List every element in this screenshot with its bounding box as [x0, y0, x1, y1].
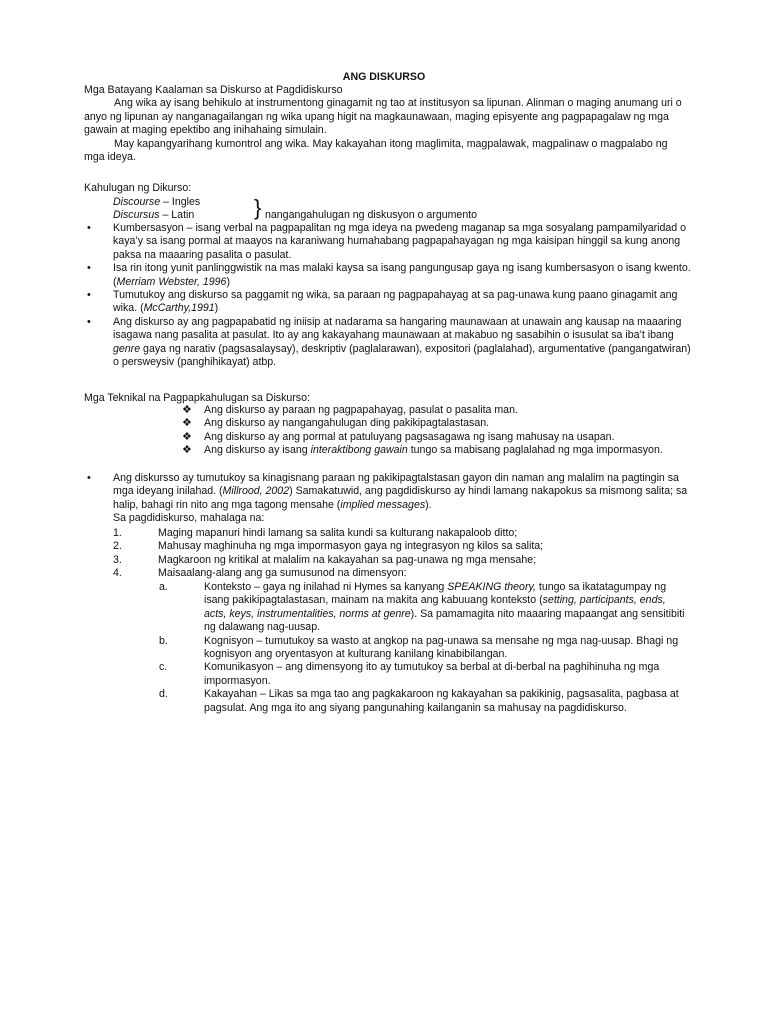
teknikal-heading: Mga Teknikal na Pagpapkahulugan sa Diskurso:	[84, 392, 310, 404]
bullet-icon: •	[87, 289, 91, 302]
etymology-word-discourse: Discourse	[113, 196, 161, 208]
bullet-icon: •	[87, 262, 91, 275]
speaking-components: setting, participants, ends, acts, keys, instrumentalities, norms at genre	[204, 594, 666, 620]
bracket-glyph: }	[254, 195, 262, 220]
kahulugan-heading: Kahulugan ng Dikurso:	[84, 182, 192, 194]
dimension-text: Kognisyon – tumutukoy sa wasto at angkop na pag-unawa sa mensahe ng mga nag-uusap. Bhagi ng kognisyon ang oryentasyon at kulturang kanilang kinabibilangan.	[204, 634, 679, 661]
etymology-lang-latin: – Latin	[159, 209, 195, 221]
dimension-text: Kakayahan – Likas sa mga tao ang pagkakaroon ng kakayahan sa pakikinig, pagsasalita, pagbasa at pagsulat. Ang mga ito ang siyang pangunahing kailanganin sa mahusay na pagdidiskurso.	[204, 688, 679, 714]
list-letter: a.	[159, 581, 168, 593]
intro-section	[84, 84, 690, 164]
list-item	[182, 417, 694, 430]
teknikal-text: Ang diskurso ay isang	[204, 444, 311, 457]
paragraph-1: Ang wika ay isang behikulo at instrumentong ginagamit ng tao at institusyon sa lipunan. Alinman o maging anumang uri o anyo ng lipunan ay nanganagailangan ng wika upang higit na magkaunawaan, maging episyente ang pagpapagalaw ng mga gawain at maging epektibo ang inihahaing simulain.	[84, 97, 682, 137]
list-item	[182, 430, 694, 444]
definition-list	[87, 222, 691, 369]
bullet-text: Kumbersasyon – isang verbal na pagpapalitan ng mga ideya na pwedeng maganap sa mga sosyalang pampamilyaridad o kaya’y sa isang pormal at maayos na karaniwang humahabang pagpapahayagan ng mga kaisipan hinggil sa kung anong paksa na maaaring pasalita o pasulat.	[113, 222, 687, 261]
list-item	[159, 634, 686, 662]
etymology	[113, 196, 673, 224]
list-text: Mahusay maghinuha ng mga impormasyon gaya ng integrasyon ng kilos sa salita;	[158, 540, 544, 553]
list-letter: d.	[159, 688, 168, 701]
paragraph-2: May kapangyarihang kumontrol ang wika. May kakayahan itong maglimita, magpalawak, magpalinaw o magpalabo ng mga ideya.	[84, 137, 668, 164]
bullet-text-end: )	[226, 275, 230, 288]
sub-heading: Sa pagdidiskurso, mahalaga na:	[113, 512, 265, 525]
bullet-icon: •	[87, 315, 91, 328]
list-item	[182, 444, 694, 457]
citation: Merriam Webster, 1996	[116, 275, 227, 288]
list-item	[87, 472, 697, 512]
bullet-text-end: gaya ng narativ (pagsasalaysay), deskriptiv (paglalarawan), expositori (paglalahad), argumentative (pangangatwiran) o persweysiv (panghihikayat) atbp.	[113, 342, 691, 369]
list-number: 1.	[113, 527, 122, 539]
teknikal-list	[182, 404, 694, 458]
dimension-text: Komunikasyon – ang dimensyong ito ay tumutukoy sa berbal at di-berbal na paghihinuha ng mga impormasyon.	[204, 661, 660, 687]
bullet-text: Tumutukoy ang diskurso sa paggamit ng wika, sa paraan ng pagpapahayag at sa pag-unawa kung paano ginagamit ang wika. (	[113, 289, 678, 315]
bullet-text: Ang diskursso ay tumutukoy sa kinagisnang paraan ng pakikipagtalstasan gayon din naman ang malalim na pagtingin sa mga ideyang inilahad. (	[113, 472, 679, 498]
etymology-english	[113, 196, 200, 209]
teknikal-text-end: tungo sa mabisang paglalahad ng mga impormasyon.	[407, 444, 663, 457]
teknikal-text: Ang diskurso ay paraan ng pagpapahayag, pasulat o pasalita man.	[204, 404, 518, 416]
bullet-text: Ang diskurso ay ang pagpapabatid ng iniisip at nadarama sa hangaring maunawaan at unawain ang kausap na maaaring isagawa nang pasalita at pasulat. Ito ay ang kakayahang maunawaan at makabuo ng sasabihin o isusulat sa iba’t ibang	[113, 315, 682, 342]
list-item	[87, 315, 691, 370]
etymology-lang-english: – Ingles	[160, 196, 201, 208]
list-item	[87, 289, 691, 316]
list-item	[182, 404, 694, 417]
citation: Millrood, 2002	[222, 485, 290, 498]
etymology-word-discursus: Discursus	[113, 209, 160, 221]
list-item	[113, 567, 678, 580]
bullet-text-mid: ) Samakatuwid, ang pagdidiskurso ay hindi lamang nakapokus sa mismong salita; sa halip, bahagi rin nito ang mga tagong mensahe (	[113, 485, 688, 511]
bullet-text-end: ).	[425, 498, 432, 511]
teknikal-text: Ang diskurso ay ang pormal at patuluyang pagsasagawa ng isang mahusay na usapan.	[204, 430, 615, 443]
list-letter: c.	[159, 661, 168, 674]
page-title: ANG DISKURSO	[342, 71, 426, 83]
list-item	[113, 540, 678, 553]
bullet-icon: •	[87, 472, 91, 484]
list-item	[113, 527, 678, 540]
list-number: 3.	[113, 553, 122, 566]
teknikal-italic: interaktibong gawain	[310, 444, 408, 457]
teknikal-text: Ang diskurso ay nangangahulugan ding pakikipagtalastasan.	[204, 417, 490, 430]
diamond-bullet-icon: ❖	[182, 430, 192, 443]
dimension-text-end: ). Sa pamamagita nito maaaring mapaangat ang sensitibiti ng dalawang nag-uusap.	[204, 607, 685, 634]
dimension-text-mid: tungo sa ikatatagumpay ng isang pakikipagtalastasan, mainam na makita ang kabuuang konteksto (	[204, 581, 667, 607]
genre-term: genre	[113, 342, 141, 355]
list-text: Maisaalang-alang ang ga sumusunod na dimensyon:	[158, 567, 407, 580]
list-number: 4.	[113, 567, 122, 580]
implied-messages: implied messages	[340, 498, 426, 511]
list-item	[87, 222, 691, 262]
list-item	[113, 553, 678, 567]
list-number: 2.	[113, 540, 122, 553]
list-item	[159, 661, 686, 688]
bullet-text: Isa rin itong yunit panlinggwistik na mas malaki kaysa sa isang pangungusap gaya ng isang kumbersasyon o isang kwento. (	[113, 262, 691, 288]
list-item	[159, 581, 686, 635]
numbered-list	[113, 527, 678, 581]
dimension-text: Konteksto – gaya ng inilahad ni Hymes sa kanyang	[204, 581, 448, 593]
bullet-text-end: )	[214, 302, 219, 315]
subtitle: Mga Batayang Kaalaman sa Diskurso at Pagdidiskurso	[84, 84, 343, 96]
etymology-meaning: nangangahulugan ng diskusyon o argumento	[265, 209, 478, 221]
list-text: Maging mapanuri hindi lamang sa salita kundi sa kulturang nakapaloob ditto;	[158, 527, 518, 539]
list-item	[159, 688, 686, 715]
list-item	[87, 262, 691, 289]
bullet-icon: •	[87, 222, 91, 234]
diskurso-note	[87, 472, 697, 526]
dimension-list	[159, 581, 686, 715]
list-letter: b.	[159, 634, 168, 647]
etymology-latin	[113, 209, 194, 222]
diamond-bullet-icon: ❖	[182, 404, 192, 416]
speaking-theory: SPEAKING theory,	[447, 581, 536, 593]
diamond-bullet-icon: ❖	[182, 417, 192, 430]
citation: McCarthy,1991	[143, 302, 215, 315]
list-text: Magkaroon ng kritikal at malalim na kakayahan sa pag-unawa ng mga mensahe;	[158, 553, 537, 566]
diamond-bullet-icon: ❖	[182, 444, 192, 457]
